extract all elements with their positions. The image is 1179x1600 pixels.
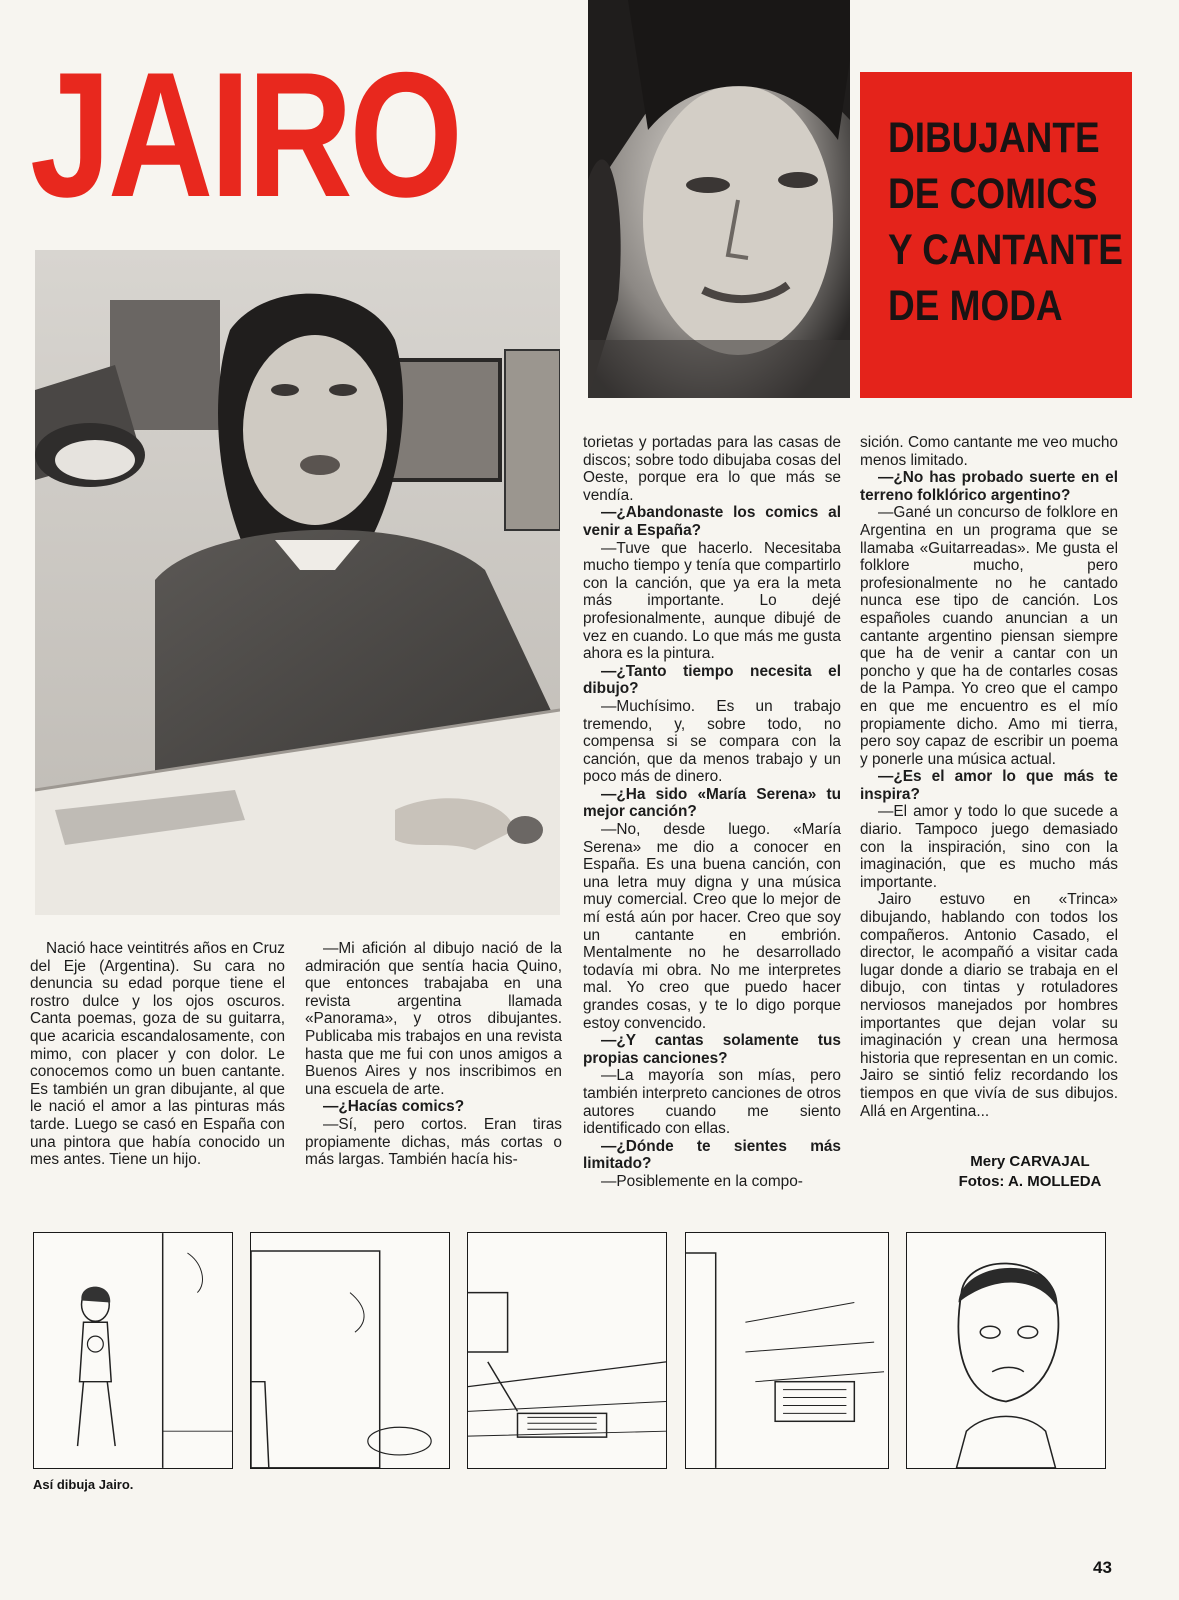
question-paragraph: —¿Abandonaste los comics al venir a España? (583, 504, 841, 539)
article-column-4 (860, 434, 1118, 1120)
article-column-3 (583, 434, 841, 1191)
subtitle-line: DE COMICS (888, 170, 1098, 218)
comic-panel-5 (906, 1232, 1106, 1469)
comic-panel-2 (250, 1232, 450, 1469)
desk-photo (35, 250, 560, 915)
answer-paragraph: —Mi afición al dibujo nació de la admiración que sentía hacia Quino, que entonces trabajaba en una revista argentina llamada «Panorama», y otros dibujantes. Publicaba mis trabajos en una revista hasta que me fui con unos amigos a Buenos Aires y nos inscribimos en una escuela de arte. (305, 940, 562, 1098)
closing-paragraph: Jairo estuvo en «Trinca» dibujando, hablando con todos los compañeros. Antonio Casado, el director, le acompañó a visitar cada lugar donde a diario se trabaja en el dibujo, con tintas y rotuladores nerviosos manejados por hombres importantes que dejan volar su imaginación y crean una hermosa historia que representan en un comic. Jairo se sintió feliz recordando los tiempos en que vivía de sus dibujos. Allá en Argentina... (860, 891, 1118, 1120)
byline (930, 1152, 1130, 1192)
answer-paragraph: —La mayoría son mías, pero también interpreto canciones de otros autores cuando me siento identificado con ellas. (583, 1067, 841, 1138)
continued-paragraph: sición. Como cantante me veo mucho menos limitado. (860, 434, 1118, 469)
question-paragraph: —¿Hacías comics? (323, 1098, 465, 1116)
subtitle-box (860, 72, 1132, 398)
article-column-2 (305, 940, 562, 1169)
comic-panel-1 (33, 1232, 233, 1469)
continued-paragraph: torietas y portadas para las casas de discos; sobre todo dibujaba cosas del Oeste, porque era lo que más se vendía. (583, 434, 841, 504)
subtitle-line: Y CANTANTE (888, 226, 1123, 274)
question-paragraph: —¿Dónde te sientes más limitado? (583, 1137, 841, 1173)
article-column-1 (30, 940, 285, 1169)
portrait-photo (588, 0, 850, 398)
intro-paragraph: Nació hace veintitrés años en Cruz del Eje (Argentina). Su cara no denuncia su edad porque tiene el rostro dulce y los ojos oscuros. Canta poemas, goza de su guitarra, que acaricia escandalosamente, con mimo, con placer y con dolor. Le conocemos como un buen cantante. Es también un gran dibujante, al que le nació el amor a las pinturas más tarde. Luego se casó en España con una pintora que había conocido un mes antes. Tiene un hijo. (30, 940, 285, 1169)
question-paragraph: —¿Es el amor lo que más te inspira? (860, 768, 1118, 803)
answer-paragraph: —Gané un concurso de folklore en Argentina en un programa que se llamaba «Guitarreadas». Me gusta el folklore mucho, pero profesionalmente no he cantado nunca ese tipo de canción. Los españoles cuando anuncian a un cantante argentino piensan siempre que ha de venir a cantar con un poncho y que ha de contarles cosas de la Pampa. Yo creo que el campo en que me encuentro es el mío propiamente dicho. Amo mi tierra, pero soy capaz de escribir un poema y ponerle una música actual. (860, 504, 1118, 768)
question-paragraph: —¿Ha sido «María Serena» tu mejor canción? (583, 785, 841, 821)
answer-paragraph: —Posiblemente en la compo- (601, 1172, 803, 1190)
answer-paragraph: —Tuve que hacerlo. Necesitaba mucho tiempo y tenía que compartirlo con la canción, que ya era la meta más importante. Lo dejé profesionalmente, aunque dibujé de vez en cuando. Lo que más me gusta ahora es la pintura. (583, 539, 841, 663)
page-number: 43 (1093, 1558, 1112, 1577)
question-paragraph: —¿Tanto tiempo necesita el dibujo? (583, 662, 841, 698)
headline: JAIRO (30, 35, 460, 234)
author-name: Mery CARVAJAL (970, 1153, 1090, 1170)
comic-panel-4 (685, 1232, 889, 1469)
subtitle-line: DIBUJANTE (888, 114, 1100, 162)
question-paragraph: —¿No has probado suerte en el terreno folklórico argentino? (860, 469, 1118, 504)
comic-panel-3 (467, 1232, 667, 1469)
answer-paragraph: —Muchísimo. Es un trabajo tremendo, y, sobre todo, no compensa si se compara con la canción, que da menos trabajo y un poco más de dinero. (583, 697, 841, 786)
answer-paragraph: —El amor y todo lo que sucede a diario. Tampoco juego demasiado con la inspiración, sino con la imaginación, que es mucho más importante. (860, 803, 1118, 891)
subtitle-line: DE MODA (888, 282, 1063, 330)
answer-paragraph: —Sí, pero cortos. Eran tiras propiamente dichas, más cortas o más largas. También hacía his- (305, 1115, 562, 1169)
photo-credit: Fotos: A. MOLLEDA (958, 1173, 1102, 1190)
answer-paragraph: —No, desde luego. «María Serena» me dio a conocer en España. Es una buena canción, con una letra muy digna y una música muy comercial. Creo que lo mejor de mí está aún por hacer. Creo que soy un cantante en embrión. Mentalmente no he desarrollado todavía mi obra. No me interpretes mal. Yo creo que puedo hacer grandes cosas, y te lo digo porque estoy convencido. (583, 821, 841, 1032)
question-paragraph: —¿Y cantas solamente tus propias canciones? (583, 1032, 841, 1067)
strip-caption: Así dibuja Jairo. (33, 1477, 134, 1492)
